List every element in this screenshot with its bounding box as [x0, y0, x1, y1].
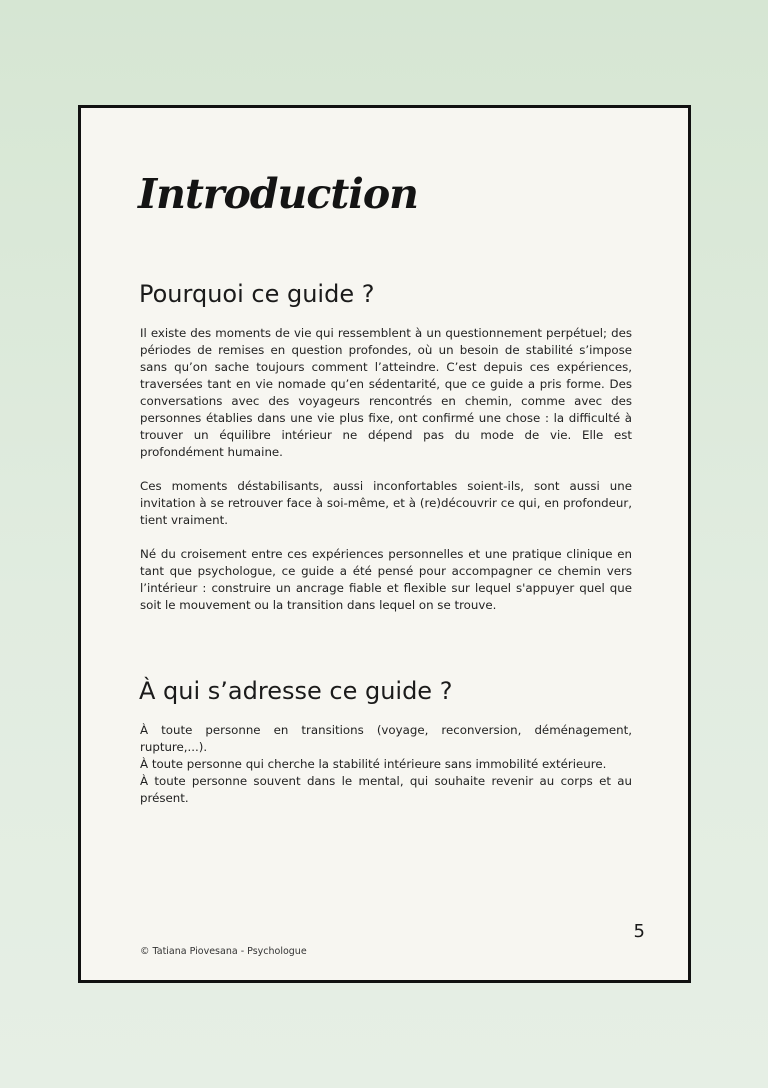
- paragraph: Ces moments déstabilisants, aussi inconfortables soient-ils, sont aussi une invitation à se retrouver face à soi-même, et à (re)découvrir ce qui, en profondeur, tient vraiment.: [140, 479, 632, 527]
- paragraph: Né du croisement entre ces expériences personnelles et une pratique clinique en tant que psychologue, ce guide a été pensé pour accompagner ce chemin vers l’intérieur : construire un ancrage fiable et flexible sur lequel s'appuyer quel que soit le mouvement ou la transition dans lequel on se trouve.: [140, 547, 632, 612]
- section-why-body: [140, 325, 632, 614]
- copyright-footer: © Tatiana Piovesana - Psychologue: [140, 946, 307, 957]
- list-item: À toute personne souvent dans le mental, qui souhaite revenir au corps et au présent.: [140, 774, 632, 805]
- list-item: À toute personne en transitions (voyage, reconversion, déménagement, rupture,...).: [140, 723, 632, 754]
- section-heading-why: Pourquoi ce guide ?: [139, 280, 375, 308]
- list-item: À toute personne qui cherche la stabilité intérieure sans immobilité extérieure.: [140, 757, 607, 771]
- audience-list: [140, 722, 632, 807]
- page-number: 5: [633, 921, 645, 942]
- document-page: [78, 105, 691, 983]
- page-title: Introduction: [138, 170, 418, 218]
- section-heading-who: À qui s’adresse ce guide ?: [139, 677, 453, 705]
- paragraph: Il existe des moments de vie qui ressemblent à un questionnement perpétuel; des périodes de remises en question profondes, où un besoin de stabilité s’impose sans qu’on sache toujours comment l’atteindre. C’est depuis ces expériences, traversées tant en vie nomade qu’en sédentarité, que ce guide a pris forme. Des conversations avec des voyageurs rencontrés en chemin, comme avec des personnes établies dans une vie plus fixe, ont confirmé une chose : la difficulté à trouver un équilibre intérieur ne dépend pas du mode de vie. Elle est profondément humaine.: [140, 326, 632, 459]
